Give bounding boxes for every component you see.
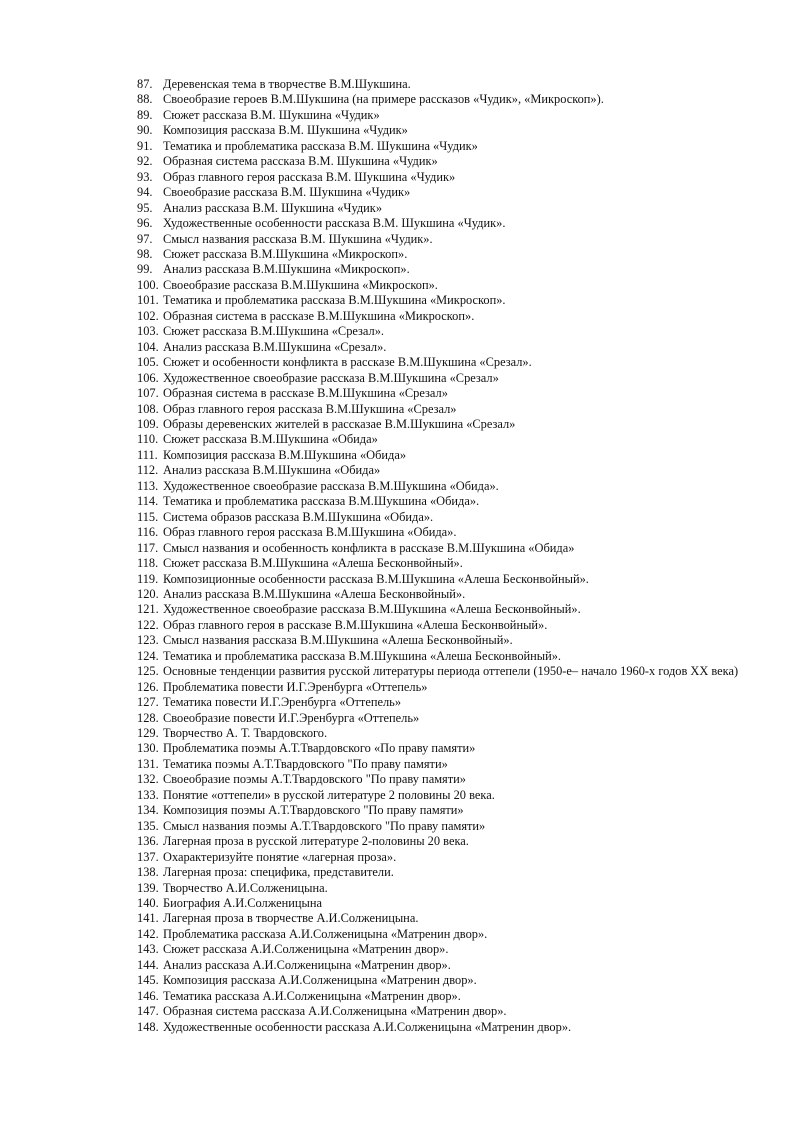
list-item [137,618,752,633]
item-text: Смысл названия рассказа В.М. Шукшина «Чудик». [163,231,433,246]
list-item [137,185,752,200]
item-text: Проблематика повести И.Г.Эренбурга «Оттепель» [163,679,428,694]
item-text: Художественное своеобразие рассказа В.М.Шукшина «Обида». [163,478,499,493]
list-item [137,556,752,571]
list-item [137,340,752,355]
list-item [137,324,752,339]
list-item [137,896,752,911]
item-number: 147. [137,1004,159,1019]
item-number: 103. [137,324,159,339]
item-number: 91. [137,138,153,153]
item-text: Композиция рассказа В.М.Шукшина «Обида» [163,447,407,462]
item-text: Тематика поэмы А.Т.Твардовского "По праву памяти» [163,756,448,771]
item-text: Биография А.И.Солженицына [163,896,322,911]
item-number: 108. [137,401,159,416]
item-text: Сюжет рассказа В.М.Шукшина «Микроскоп». [163,246,408,261]
item-text: Тематика рассказа А.И.Солженицына «Матренин двор». [163,988,461,1003]
list-item [137,262,752,277]
item-number: 127. [137,695,159,710]
item-number: 129. [137,726,159,741]
item-text: Своеобразие героев В.М.Шукшина (на примере рассказов «Чудик», «Микроскоп»). [163,92,604,107]
list-item [137,633,752,648]
list-item [137,216,752,231]
item-text: Сюжет и особенности конфликта в рассказе В.М.Шукшина «Срезал». [163,355,532,370]
item-text: Сюжет рассказа В.М. Шукшина «Чудик» [163,107,380,122]
item-number: 117. [137,540,159,555]
item-number: 101. [137,293,159,308]
list-item [137,711,752,726]
list-item [137,958,752,973]
list-item [137,510,752,525]
item-number: 132. [137,772,159,787]
item-text: Лагерная проза в творчестве А.И.Солженицына. [163,911,419,926]
list-item [137,680,752,695]
item-number: 120. [137,586,159,601]
list-item [137,541,752,556]
item-text: Художественное своеобразие рассказа В.М.Шукшина «Алеша Бесконвойный». [163,602,581,617]
item-text: Сюжет рассказа А.И.Солженицына «Матренин двор». [163,942,449,957]
item-number: 113. [137,478,159,493]
item-number: 94. [137,185,153,200]
item-text: Образы деревенских жителей в рассказае В.М.Шукшина «Срезал» [163,416,516,431]
item-text: Смысл названия и особенность конфликта в рассказе В.М.Шукшина «Обида» [163,540,575,555]
item-text: Охарактеризуйте понятие «лагерная проза». [163,849,397,864]
item-text: Своеобразие рассказа В.М.Шукшина «Микроскоп». [163,277,438,292]
list-item [137,479,752,494]
list-item [137,448,752,463]
list-item [137,154,752,169]
list-item [137,92,752,107]
list-item [137,741,752,756]
item-number: 112. [137,463,159,478]
item-number: 128. [137,710,159,725]
item-number: 93. [137,169,153,184]
item-text: Анализ рассказа А.И.Солженицына «Матренин двор». [163,957,451,972]
list-item [137,232,752,247]
list-item [137,463,752,478]
item-text: Художественное своеобразие рассказа В.М.Шукшина «Срезал» [163,370,499,385]
list-item [137,432,752,447]
list-item [137,1020,752,1035]
item-text: Лагерная проза: специфика, представители. [163,865,394,880]
list-item [137,525,752,540]
item-number: 104. [137,339,159,354]
item-number: 114. [137,494,159,509]
item-number: 126. [137,679,159,694]
item-number: 88. [137,92,153,107]
item-text: Композиция рассказа А.И.Солженицына «Матренин двор». [163,973,477,988]
item-text: Основные тенденции развития русской литературы периода оттепели (1950-е– начало 1960-х годов XX века) [163,664,739,679]
list-item [137,386,752,401]
item-number: 144. [137,957,159,972]
item-number: 138. [137,865,159,880]
item-number: 130. [137,741,159,756]
item-number: 115. [137,509,159,524]
item-text: Образ главного героя рассказа В.М. Шукшина «Чудик» [163,169,456,184]
item-text: Тематика повести И.Г.Эренбурга «Оттепель» [163,695,402,710]
item-number: 131. [137,756,159,771]
item-text: Понятие «оттепели» в русской литературе 2 половины 20 века. [163,787,495,802]
list-item [137,942,752,957]
item-text: Творчество А. Т. Твардовского. [163,726,328,741]
list-item [137,572,752,587]
item-text: Своеобразие рассказа В.М. Шукшина «Чудик» [163,185,411,200]
item-text: Образная система рассказа В.М. Шукшина «Чудик» [163,154,438,169]
list-item [137,819,752,834]
item-number: 125. [137,664,159,679]
list-item [137,649,752,664]
list-item [137,602,752,617]
list-item [137,1004,752,1019]
item-text: Проблематика поэмы А.Т.Твардовского «По праву памяти» [163,741,476,756]
item-text: Образная система в рассказе В.М.Шукшина «Микроскоп». [163,308,475,323]
item-text: Образ главного героя рассказа В.М.Шукшина «Срезал» [163,401,457,416]
item-text: Образная система рассказа А.И.Солженицына «Матренин двор». [163,1004,507,1019]
list-item [137,309,752,324]
list-item [137,865,752,880]
item-number: 89. [137,107,153,122]
item-number: 145. [137,973,159,988]
item-text: Композиция рассказа В.М. Шукшина «Чудик» [163,123,408,138]
item-number: 118. [137,556,159,571]
item-number: 102. [137,308,159,323]
item-text: Образ главного героя рассказа В.М.Шукшина «Обида». [163,525,457,540]
item-text: Композиция поэмы А.Т.Твардовского "По праву памяти» [163,803,464,818]
item-number: 105. [137,355,159,370]
item-text: Композиционные особенности рассказа В.М.Шукшина «Алеша Бесконвойный». [163,571,589,586]
list-item [137,139,752,154]
item-text: Смысл названия поэмы А.Т.Твардовского "По праву памяти» [163,818,486,833]
item-text: Своеобразие поэмы А.Т.Твардовского "По праву памяти» [163,772,466,787]
item-number: 90. [137,123,153,138]
list-item [137,973,752,988]
item-number: 121. [137,602,159,617]
item-number: 133. [137,787,159,802]
item-number: 134. [137,803,159,818]
item-number: 141. [137,911,159,926]
item-text: Смысл названия рассказа В.М.Шукшина «Алеша Бесконвойный». [163,633,513,648]
list-item [137,278,752,293]
item-number: 95. [137,200,153,215]
item-number: 100. [137,277,159,292]
list-item [137,77,752,92]
item-text: Лагерная проза в русской литературе 2-половины 20 века. [163,834,469,849]
item-number: 106. [137,370,159,385]
item-number: 111. [137,447,158,462]
list-item [137,417,752,432]
item-text: Анализ рассказа В.М.Шукшина «Срезал». [163,339,387,354]
list-item [137,664,752,679]
list-item [137,788,752,803]
item-number: 123. [137,633,159,648]
list-item [137,911,752,926]
list-item [137,371,752,386]
list-item [137,772,752,787]
item-text: Анализ рассказа В.М.Шукшина «Микроскоп». [163,262,410,277]
item-number: 97. [137,231,153,246]
item-text: Сюжет рассказа В.М.Шукшина «Срезал». [163,324,385,339]
item-number: 136. [137,834,159,849]
item-number: 116. [137,525,159,540]
list-item [137,881,752,896]
item-number: 96. [137,216,153,231]
item-text: Тематика и проблематика рассказа В.М.Шукшина «Микроскоп». [163,293,506,308]
list-item [137,850,752,865]
list-item [137,587,752,602]
item-text: Сюжет рассказа В.М.Шукшина «Алеша Бесконвойный». [163,556,463,571]
list-item [137,293,752,308]
item-text: Анализ рассказа В.М.Шукшина «Обида» [163,463,381,478]
item-text: Художественные особенности рассказа А.И.Солженицына «Матренин двор». [163,1019,572,1034]
item-text: Творчество А.И.Солженицына. [163,880,328,895]
item-number: 139. [137,880,159,895]
list-item [137,402,752,417]
item-text: Система образов рассказа В.М.Шукшина «Обида». [163,509,434,524]
list-item [137,927,752,942]
list-item [137,170,752,185]
item-number: 92. [137,154,153,169]
item-text: Художественные особенности рассказа В.М. Шукшина «Чудик». [163,216,506,231]
topic-list [137,77,752,1035]
item-number: 140. [137,896,159,911]
list-item [137,108,752,123]
item-text: Тематика и проблематика рассказа В.М.Шукшина «Обида». [163,494,480,509]
item-number: 137. [137,849,159,864]
list-item [137,803,752,818]
item-text: Проблематика рассказа А.И.Солженицына «Матренин двор». [163,926,488,941]
item-number: 119. [137,571,159,586]
item-text: Тематика и проблематика рассказа В.М.Шукшина «Алеша Бесконвойный». [163,648,562,663]
item-text: Образ главного героя в рассказе В.М.Шукшина «Алеша Бесконвойный». [163,617,548,632]
item-text: Сюжет рассказа В.М.Шукшина «Обида» [163,432,378,447]
list-item [137,695,752,710]
list-item [137,201,752,216]
item-text: Деревенская тема в творчестве В.М.Шукшина. [163,77,411,91]
list-item [137,726,752,741]
item-number: 142. [137,926,159,941]
item-text: Образная система в рассказе В.М.Шукшина «Срезал» [163,386,448,401]
item-text: Своеобразие повести И.Г.Эренбурга «Оттепель» [163,710,420,725]
list-item [137,989,752,1004]
item-number: 107. [137,386,159,401]
item-number: 124. [137,648,159,663]
item-number: 146. [137,988,159,1003]
item-text: Анализ рассказа В.М.Шукшина «Алеша Бесконвойный». [163,586,466,601]
list-item [137,757,752,772]
list-item [137,834,752,849]
item-number: 135. [137,818,159,833]
item-number: 122. [137,617,159,632]
item-number: 148. [137,1019,159,1034]
item-text: Тематика и проблематика рассказа В.М. Шукшина «Чудик» [163,138,478,153]
list-item [137,247,752,262]
list-item [137,494,752,509]
item-number: 98. [137,246,153,261]
item-text: Анализ рассказа В.М. Шукшина «Чудик» [163,200,383,215]
item-number: 110. [137,432,159,447]
item-number: 143. [137,942,159,957]
item-number: 87. [137,77,153,91]
item-number: 99. [137,262,153,277]
item-number: 109. [137,416,159,431]
list-item [137,123,752,138]
list-item [137,355,752,370]
